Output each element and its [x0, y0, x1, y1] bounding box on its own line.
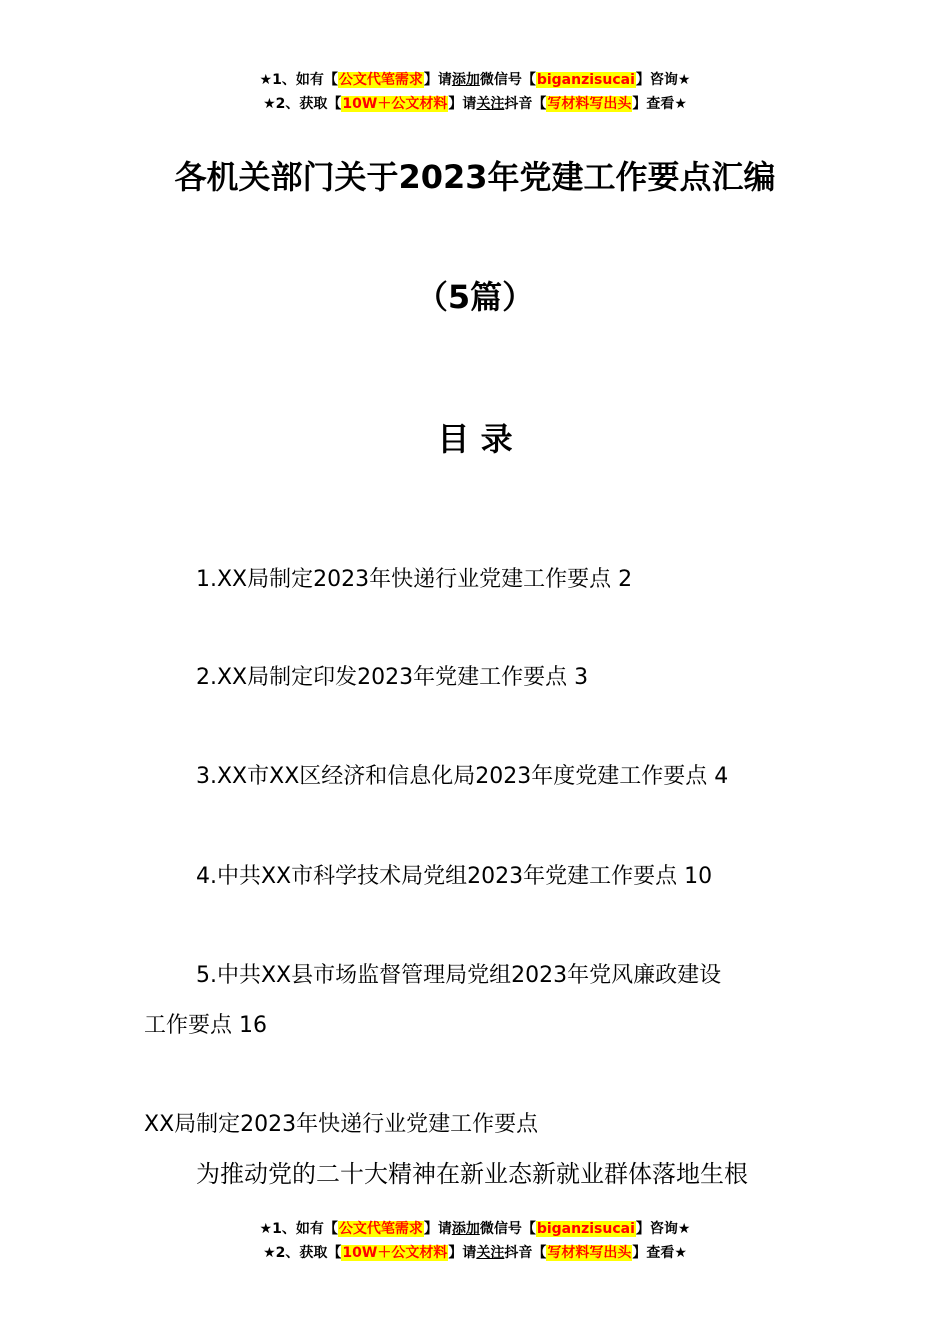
banner-underline-follow: 关注: [476, 1245, 505, 1261]
banner-text: ★2、获取【: [263, 96, 342, 112]
banner-highlight-wechat-id: biganzisucai: [536, 72, 635, 88]
banner-text: 】请: [423, 1221, 452, 1237]
banner-text: ★1、如有【: [259, 72, 338, 88]
banner-text: 】请: [448, 96, 477, 112]
first-paragraph: 为推动党的二十大精神在新业态新就业群体落地生根: [196, 1160, 748, 1188]
banner-underline-add: 添加: [451, 1221, 480, 1237]
banner-text: 】查看★: [632, 1245, 687, 1261]
toc-item-5-continued[interactable]: 工作要点 16: [144, 1013, 267, 1038]
toc-item-4[interactable]: 4.中共XX市科学技术局党组2023年党建工作要点 10: [196, 864, 713, 889]
banner-highlight-douyin: 写材料写出头: [547, 1245, 632, 1261]
document-subtitle: （5篇）: [415, 278, 535, 316]
banner-underline-add: 添加: [451, 72, 480, 88]
toc-item-3[interactable]: 3.XX市XX区经济和信息化局2023年度党建工作要点 4: [196, 764, 729, 789]
banner-text: 】咨询★: [635, 72, 691, 88]
banner-text: 】咨询★: [635, 1221, 691, 1237]
banner-text: 】请: [423, 72, 452, 88]
banner-highlight-materials: 10W＋公文材料: [342, 96, 448, 112]
bottom-banner: [0, 1217, 950, 1265]
section-title: XX局制定2023年快递行业党建工作要点: [144, 1112, 539, 1137]
top-banner: [0, 68, 950, 116]
document-title: 各机关部门关于2023年党建工作要点汇编: [174, 158, 776, 196]
banner-highlight-wechat-id: biganzisucai: [536, 1221, 635, 1237]
banner-highlight-douyin: 写材料写出头: [547, 96, 632, 112]
banner-text: 】请: [448, 1245, 477, 1261]
banner-line-2: [0, 1241, 950, 1265]
banner-highlight-materials: 10W＋公文材料: [342, 1245, 448, 1261]
banner-line-1: [0, 68, 950, 92]
banner-line-1: [0, 1217, 950, 1241]
toc-item-2[interactable]: 2.XX局制定印发2023年党建工作要点 3: [196, 665, 589, 690]
banner-text: 抖音【: [504, 96, 547, 112]
banner-text: ★1、如有【: [259, 1221, 338, 1237]
toc-item-1[interactable]: 1.XX局制定2023年快递行业党建工作要点 2: [196, 567, 633, 592]
banner-text: 抖音【: [504, 1245, 547, 1261]
banner-text: ★2、获取【: [263, 1245, 342, 1261]
toc-heading: 目 录: [437, 420, 513, 458]
banner-text: 微信号【: [479, 1221, 536, 1237]
banner-highlight-ghostwriting: 公文代笔需求: [338, 72, 423, 88]
banner-line-2: [0, 92, 950, 116]
banner-highlight-ghostwriting: 公文代笔需求: [338, 1221, 423, 1237]
toc-item-5[interactable]: 5.中共XX县市场监督管理局党组2023年党风廉政建设: [196, 963, 722, 988]
banner-text: 微信号【: [479, 72, 536, 88]
banner-underline-follow: 关注: [476, 96, 505, 112]
banner-text: 】查看★: [632, 96, 687, 112]
